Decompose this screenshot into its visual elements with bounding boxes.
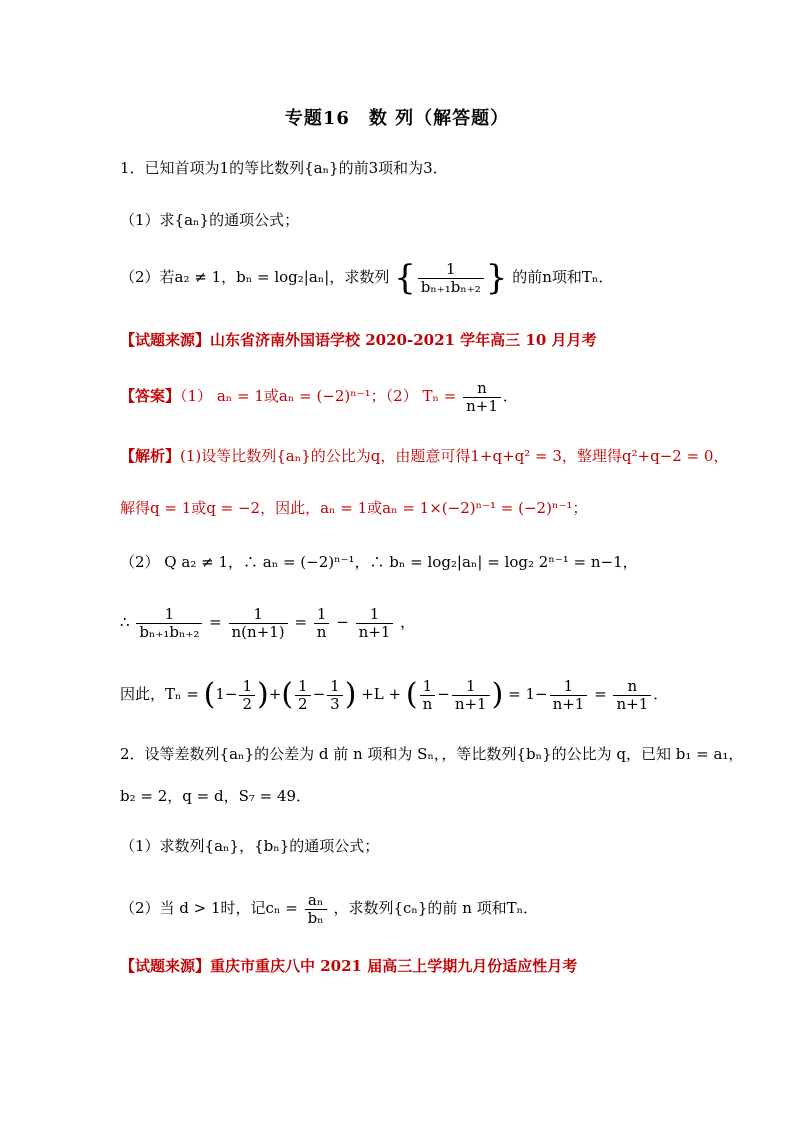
left-brace: { bbox=[394, 258, 416, 298]
page-title: 专题16 数 列（解答题） bbox=[284, 108, 510, 129]
fraction-denominator: n+1 bbox=[552, 694, 585, 713]
source-text: 山东省济南外国语学校 2020-2021 学年高三 10 月月考 bbox=[210, 331, 597, 349]
q1-source bbox=[120, 330, 597, 350]
q1-part2-text-b: 的前n项和Tₙ． bbox=[512, 268, 614, 286]
analysis-label: 【解析】 bbox=[120, 447, 181, 465]
fraction-denominator: n+1 bbox=[358, 622, 391, 641]
fraction-denominator: 2 bbox=[298, 694, 308, 713]
fraction-numerator: 1 bbox=[356, 606, 394, 624]
answer-end: ． bbox=[502, 387, 518, 405]
fraction-denominator: n(n+1) bbox=[231, 622, 285, 641]
term-3b-fraction bbox=[452, 678, 490, 713]
fraction-denominator: bₙ₊₁bₙ₊₂ bbox=[420, 277, 481, 296]
fraction-denominator: n bbox=[316, 622, 327, 641]
equals-sign: = bbox=[594, 685, 607, 703]
minus-sign: − bbox=[336, 613, 349, 631]
q2-part2-text-b: ，求数列{cₙ}的前 n 项和Tₙ． bbox=[333, 899, 539, 917]
q1-part2-text-a: （2）若a₂ ≠ 1，bₙ = log₂|aₙ|，求数列 bbox=[120, 268, 390, 286]
fraction-numerator: 1 bbox=[295, 678, 311, 696]
fraction-denominator: n+1 bbox=[454, 694, 487, 713]
q1-analysis-2: 解得q = 1或q = −2，因此，aₙ = 1或aₙ = 1×(−2)ⁿ⁻¹ = (−2)ⁿ⁻¹； bbox=[120, 499, 588, 517]
fraction-numerator: 1 bbox=[229, 606, 288, 624]
equals-sign: = bbox=[294, 613, 308, 631]
q1-part2 bbox=[120, 256, 613, 299]
equals-one-minus: = 1− bbox=[508, 685, 548, 703]
fraction-3 bbox=[314, 606, 330, 641]
fraction-4 bbox=[356, 606, 394, 641]
right-paren: ) bbox=[344, 677, 357, 712]
fraction-denominator: n+1 bbox=[616, 694, 649, 713]
right-brace: } bbox=[485, 258, 508, 298]
result-fraction-2 bbox=[613, 678, 651, 713]
q2-part2-text-a: （2）当 d > 1时，记cₙ = bbox=[120, 899, 298, 917]
comma: ， bbox=[400, 613, 416, 631]
right-paren: ) bbox=[491, 677, 504, 712]
source-text: 重庆市重庆八中 2021 届高三上学期九月份适应性月考 bbox=[210, 957, 578, 975]
q1-answer bbox=[120, 376, 518, 416]
q1-stem: 1．已知首项为1的等比数列{aₙ}的前3项和为3． bbox=[120, 159, 448, 177]
ellipsis-term: +L + bbox=[361, 685, 402, 703]
fraction-denominator: bₙ bbox=[307, 908, 324, 927]
term-1-fraction bbox=[239, 678, 255, 713]
q2-part2 bbox=[120, 888, 538, 928]
source-label: 【试题来源】 bbox=[120, 331, 211, 349]
term-1-text: 1− bbox=[215, 685, 238, 703]
q2-stem-1: 2．设等差数列{aₙ}的公差为 d 前 n 项和为 Sₙ，，等比数列{bₙ}的公比为 q，已知 b₁ = a₁， bbox=[120, 745, 744, 763]
term-3a-fraction bbox=[420, 678, 436, 713]
fraction-numerator: 1 bbox=[420, 678, 436, 696]
left-paren: ( bbox=[281, 677, 294, 712]
fraction-denominator: n bbox=[422, 694, 433, 713]
source-label: 【试题来源】 bbox=[120, 957, 211, 975]
q1-analysis-5: 因此，Tₙ = (1− $\frac{1}{2}$ )+( $\frac{1}{2}$ − $\frac{1}{3}$ ) +L + ( $\frac{1}{n}$ − $\frac{1}{n+1}$ ) = 1− $\frac{1}{n+1}$ = $\frac{n}{n+1}$ ． bbox=[120, 676, 669, 713]
fraction-numerator: 1 bbox=[136, 606, 202, 624]
right-paren: ) bbox=[257, 677, 269, 712]
q2-part1: （1）求数列{aₙ}，{bₙ}的通项公式； bbox=[120, 837, 380, 855]
fraction-numerator: n bbox=[613, 678, 651, 696]
fraction-numerator: 1 bbox=[452, 678, 490, 696]
fraction-2 bbox=[229, 606, 288, 641]
fraction-denominator: n+1 bbox=[466, 396, 498, 415]
fraction-numerator: 1 bbox=[327, 678, 343, 696]
equals-sign: = bbox=[209, 613, 222, 631]
fraction-numerator: aₙ bbox=[305, 892, 327, 910]
fraction-1 bbox=[136, 606, 202, 641]
left-paren: ( bbox=[405, 677, 418, 712]
q1-analysis-3: （2） Q a₂ ≠ 1，∴ aₙ = (−2)ⁿ⁻¹，∴ bₙ = log₂|aₙ| = log₂ 2ⁿ⁻¹ = n−1， bbox=[120, 553, 638, 571]
fraction-denominator: 2 bbox=[242, 694, 253, 713]
fraction-numerator: 1 bbox=[418, 261, 484, 279]
answer-fraction bbox=[463, 380, 501, 415]
period: ． bbox=[653, 685, 669, 703]
result-fraction-1 bbox=[550, 678, 588, 713]
analysis-5-lead: 因此，Tₙ = bbox=[120, 685, 199, 703]
fraction-numerator: 1 bbox=[550, 678, 588, 696]
q1-analysis-4 bbox=[120, 602, 415, 642]
fraction-numerator: 1 bbox=[239, 678, 255, 696]
answer-label: 【答案】 bbox=[120, 387, 181, 405]
term-2a-fraction bbox=[295, 678, 311, 713]
q2-stem-2: b₂ = 2，q = d，S₇ = 49． bbox=[120, 787, 312, 805]
q1-part1: （1）求{aₙ}的通项公式； bbox=[120, 211, 300, 229]
analysis-text-1: (1)设等比数列{aₙ}的公比为q，由题意可得1+q+q² = 3，整理得q²+q−2 = 0， bbox=[180, 447, 729, 465]
q1-part2-fraction bbox=[418, 261, 484, 296]
therefore-symbol: ∴ bbox=[120, 613, 130, 631]
fraction-numerator: 1 bbox=[314, 606, 330, 624]
term-2b-fraction bbox=[327, 678, 343, 713]
fraction-denominator: bₙ₊₁bₙ₊₂ bbox=[139, 622, 200, 641]
q2-part2-fraction bbox=[305, 892, 327, 927]
left-paren: ( bbox=[203, 677, 216, 712]
fraction-denominator: 3 bbox=[330, 694, 340, 713]
q2-source bbox=[120, 956, 577, 976]
fraction-numerator: n bbox=[463, 380, 501, 398]
q1-analysis-1 bbox=[120, 446, 728, 466]
answer-text: （1） aₙ = 1或aₙ = (−2)ⁿ⁻¹；（2） Tₙ = bbox=[180, 387, 457, 405]
